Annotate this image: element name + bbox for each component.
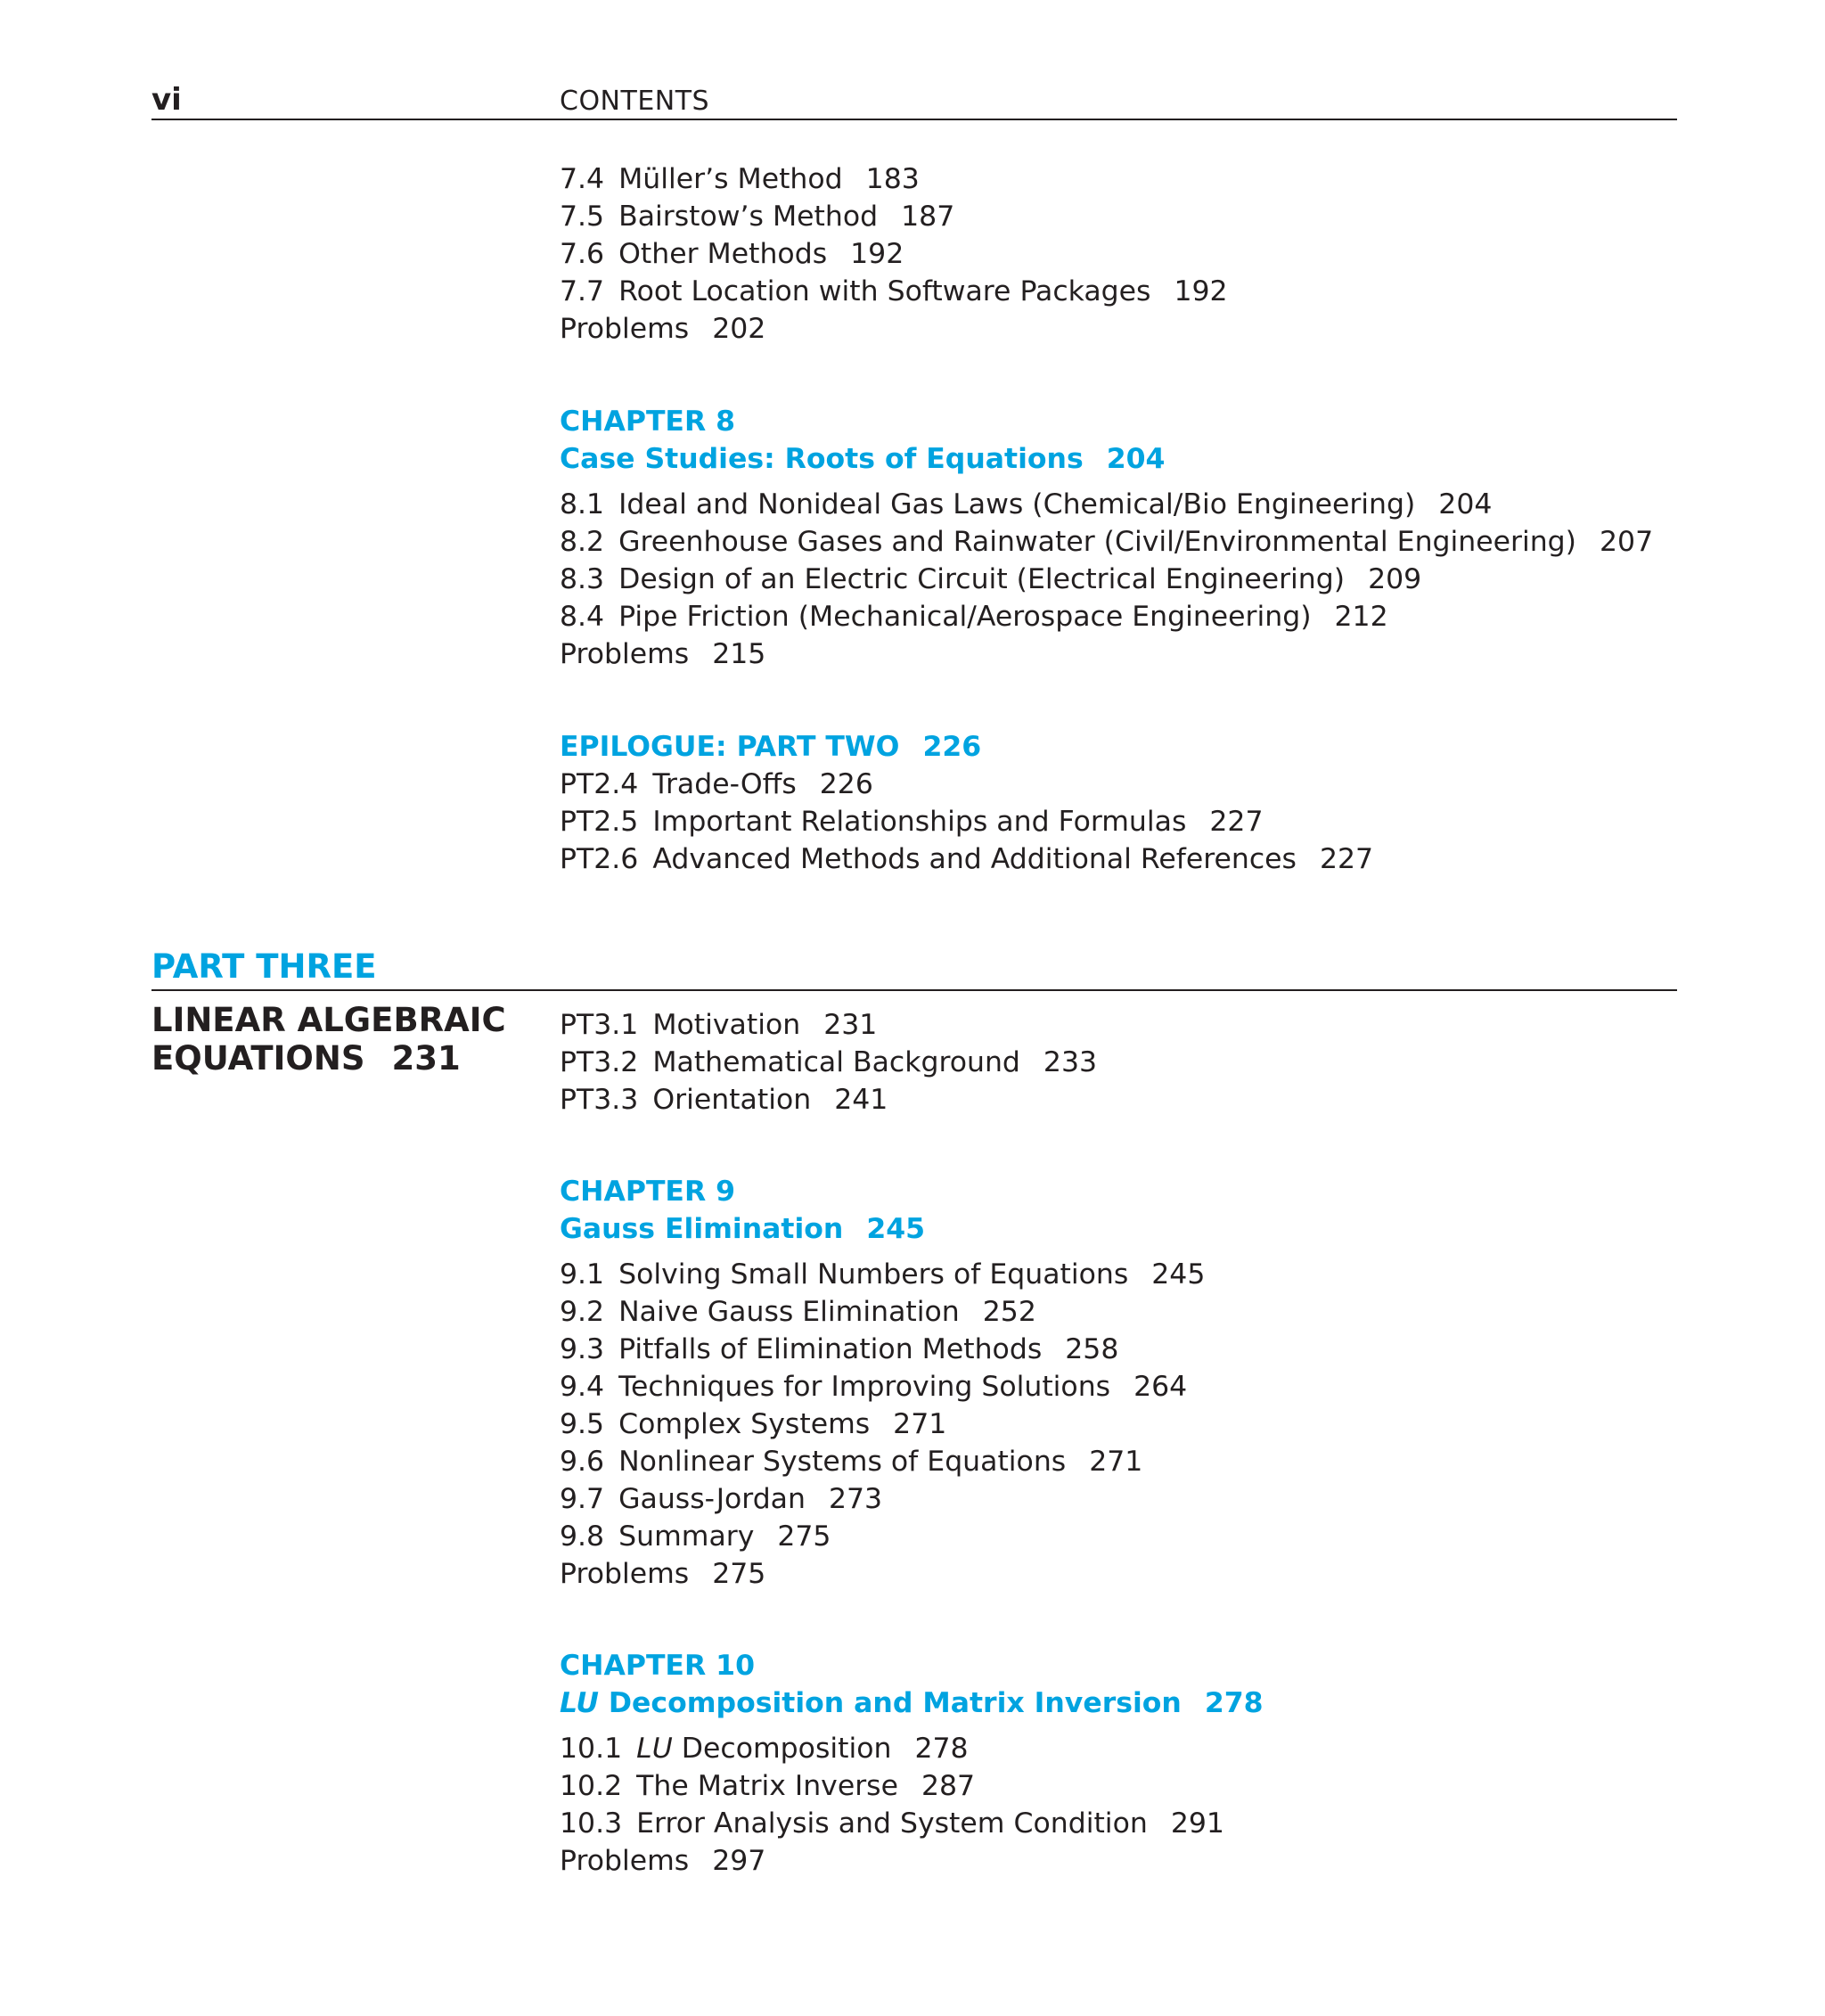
epilogue-section: [560, 728, 1674, 878]
toc-entry-problems[interactable]: Problems 297: [560, 1845, 766, 1877]
header-rule: [151, 119, 1677, 120]
toc-entry[interactable]: 7.7 Root Location with Software Packages 192: [560, 275, 1228, 307]
toc-entry[interactable]: 9.1 Solving Small Numbers of Equations 245: [560, 1258, 1206, 1291]
toc-entry[interactable]: PT2.6 Advanced Methods and Additional References 227: [560, 843, 1374, 875]
chapter10-list: [560, 1730, 1674, 1880]
toc-entry[interactable]: 9.5 Complex Systems 271: [560, 1408, 947, 1440]
toc-entry[interactable]: 8.1 Ideal and Nonideal Gas Laws (Chemical/Bio Engineering) 204: [560, 488, 1493, 520]
chapter7-continued-list: [560, 160, 1674, 348]
toc-entry[interactable]: 8.3 Design of an Electric Circuit (Electrical Engineering) 209: [560, 563, 1422, 595]
toc-entry-problems[interactable]: Problems 215: [560, 638, 766, 670]
part-title[interactable]: LINEAR ALGEBRAIC EQUATIONS 231: [151, 1001, 506, 1078]
chapter8-list: [560, 486, 1674, 673]
toc-entry[interactable]: 9.2 Naive Gauss Elimination 252: [560, 1296, 1036, 1328]
toc-entry[interactable]: 10.1 LU Decomposition 278: [560, 1733, 969, 1765]
page-number: vi: [151, 82, 182, 118]
chapter8-section: [560, 403, 1674, 478]
chapter10-section: [560, 1647, 1674, 1722]
toc-entry[interactable]: 7.4 Müller’s Method 183: [560, 163, 920, 195]
chapter-label: CHAPTER 9: [560, 1176, 736, 1208]
toc-entry-problems[interactable]: Problems 202: [560, 313, 766, 345]
epilogue-title[interactable]: EPILOGUE: PART TWO 226: [560, 731, 982, 763]
toc-entry[interactable]: PT2.5 Important Relationships and Formulas 227: [560, 806, 1264, 838]
toc-entry[interactable]: 8.4 Pipe Friction (Mechanical/Aerospace Engineering) 212: [560, 601, 1388, 633]
chapter-title[interactable]: Gauss Elimination 245: [560, 1213, 926, 1245]
part-heading: PART THREE: [151, 947, 377, 986]
toc-entry[interactable]: 10.3 Error Analysis and System Condition 291: [560, 1807, 1224, 1840]
chapter-title[interactable]: LU Decomposition and Matrix Inversion 278: [560, 1687, 1264, 1719]
chapter9-list: [560, 1256, 1674, 1593]
toc-entry[interactable]: PT3.2 Mathematical Background 233: [560, 1046, 1098, 1078]
toc-entry-problems[interactable]: Problems 275: [560, 1558, 766, 1590]
toc-entry[interactable]: 9.8 Summary 275: [560, 1520, 831, 1553]
part3-list: [560, 1006, 1674, 1119]
running-head: CONTENTS: [560, 86, 710, 117]
toc-entry[interactable]: 9.3 Pitfalls of Elimination Methods 258: [560, 1333, 1119, 1365]
toc-entry[interactable]: 10.2 The Matrix Inverse 287: [560, 1770, 976, 1802]
toc-entry[interactable]: 7.5 Bairstow’s Method 187: [560, 201, 955, 233]
chapter-title[interactable]: Case Studies: Roots of Equations 204: [560, 443, 1166, 475]
toc-entry[interactable]: 9.4 Techniques for Improving Solutions 264: [560, 1371, 1188, 1403]
toc-entry[interactable]: 8.2 Greenhouse Gases and Rainwater (Civil/Environmental Engineering) 207: [560, 526, 1654, 558]
toc-entry[interactable]: 9.6 Nonlinear Systems of Equations 271: [560, 1446, 1143, 1478]
toc-entry[interactable]: PT2.4 Trade-Offs 226: [560, 768, 873, 800]
part-rule: [151, 989, 1677, 991]
toc-entry[interactable]: PT3.1 Motivation 231: [560, 1009, 878, 1041]
toc-entry[interactable]: PT3.3 Orientation 241: [560, 1084, 888, 1116]
chapter-label: CHAPTER 8: [560, 406, 736, 438]
chapter9-section: [560, 1173, 1674, 1248]
toc-entry[interactable]: 7.6 Other Methods 192: [560, 238, 904, 270]
toc-entry[interactable]: 9.7 Gauss-Jordan 273: [560, 1483, 883, 1515]
chapter-label: CHAPTER 10: [560, 1650, 756, 1682]
